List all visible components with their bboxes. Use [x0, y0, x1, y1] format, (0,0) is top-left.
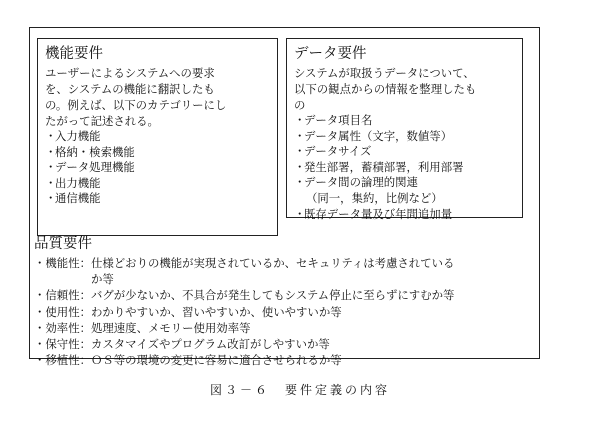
requirements-frame [29, 27, 540, 368]
quality-key: 移植性 [45, 353, 80, 368]
functional-category-list [45, 129, 272, 207]
description-line: ユーザーによるシステムへの要求 [45, 66, 215, 80]
list-item: ・データ属性（文字，数値等） [294, 128, 453, 143]
description-line: たがって記述される。 [45, 114, 159, 128]
description-line: システムが取扱うデータについて、 [294, 66, 475, 80]
quality-row: ・移植性 ： ＯＳ等の環境の変更に容易に適合させられるか等 [34, 352, 534, 368]
quality-row: ・使用性 ： わかりやすいか、習いやすいか、使いやすいか等 [34, 304, 534, 320]
data-requirements-box [286, 38, 523, 221]
description-line: の [294, 98, 306, 112]
quality-key: 信頼性 [45, 288, 80, 303]
quality-key: 使用性 [45, 304, 80, 319]
quality-row: ・効率性 ： 処理速度、メモリー使用効率等 [34, 320, 534, 336]
figure-caption: 図３－６ 要件定義の内容 [209, 383, 390, 397]
list-item: ・入力機能 [45, 129, 101, 143]
functional-requirements-title: 機能要件 [45, 46, 103, 62]
quality-description: カスタマイズやプログラム改訂がしやすいか等 [91, 337, 330, 352]
quality-description: ＯＳ等の環境の変更に容易に適合させられるか等 [91, 353, 342, 368]
quality-description: 処理速度、メモリー使用効率等 [91, 320, 251, 335]
quality-description: 仕様どおりの機能が実現されているか、セキュリティは考慮されている か等 [91, 256, 455, 287]
quality-key: 保守性 [45, 337, 80, 352]
data-requirements-title: データ要件 [294, 46, 367, 62]
list-item: ・格納・検索機能 [45, 144, 135, 159]
list-item: ・既存データ量及び年間追加量 [294, 206, 453, 221]
quality-key: 機能性 [45, 256, 80, 270]
quality-requirements-title: 品質要件 [34, 236, 92, 252]
functional-requirements-description [45, 65, 272, 129]
functional-requirements-box [37, 38, 278, 236]
description-line: を、システムの機能に翻訳したも [45, 82, 215, 96]
list-item-note: （同一，集約，比例など） [306, 190, 443, 205]
quality-key: 効率性 [45, 320, 80, 335]
description-line: 以下の観点からの情報を整理したも [294, 82, 477, 96]
quality-requirements-section [34, 235, 534, 368]
quality-row: ・保守性 ： カスタマイズやプログラム改訂がしやすいか等 [34, 336, 534, 352]
list-item: ・データサイズ [294, 144, 372, 159]
list-item: ・データ処理機能 [45, 160, 135, 175]
data-viewpoint-list [294, 113, 517, 222]
list-item: ・通信機能 [45, 191, 101, 206]
description-line: の。例えば、以下のカテゴリーにし [45, 98, 227, 112]
quality-row: ・信頼性 ： バグが少ないか、不具合が発生してもシステム停止に至らずにすむか等 [34, 287, 534, 303]
list-item: ・データ項目名 [294, 113, 373, 127]
list-item: ・発生部署，蓄積部署，利用部署 [294, 159, 464, 174]
data-requirements-description [294, 65, 517, 113]
quality-row: ・機能性 ： 仕様どおりの機能が実現されているか、セキュリティは考慮されている か等 [34, 255, 534, 287]
quality-description: バグが少ないか、不具合が発生してもシステム停止に至らずにすむか等 [91, 288, 455, 303]
list-item: ・出力機能 [45, 175, 101, 190]
quality-description: わかりやすいか、習いやすいか、使いやすいか等 [91, 304, 342, 319]
list-item: ・データ間の論理的関連 [294, 175, 418, 190]
